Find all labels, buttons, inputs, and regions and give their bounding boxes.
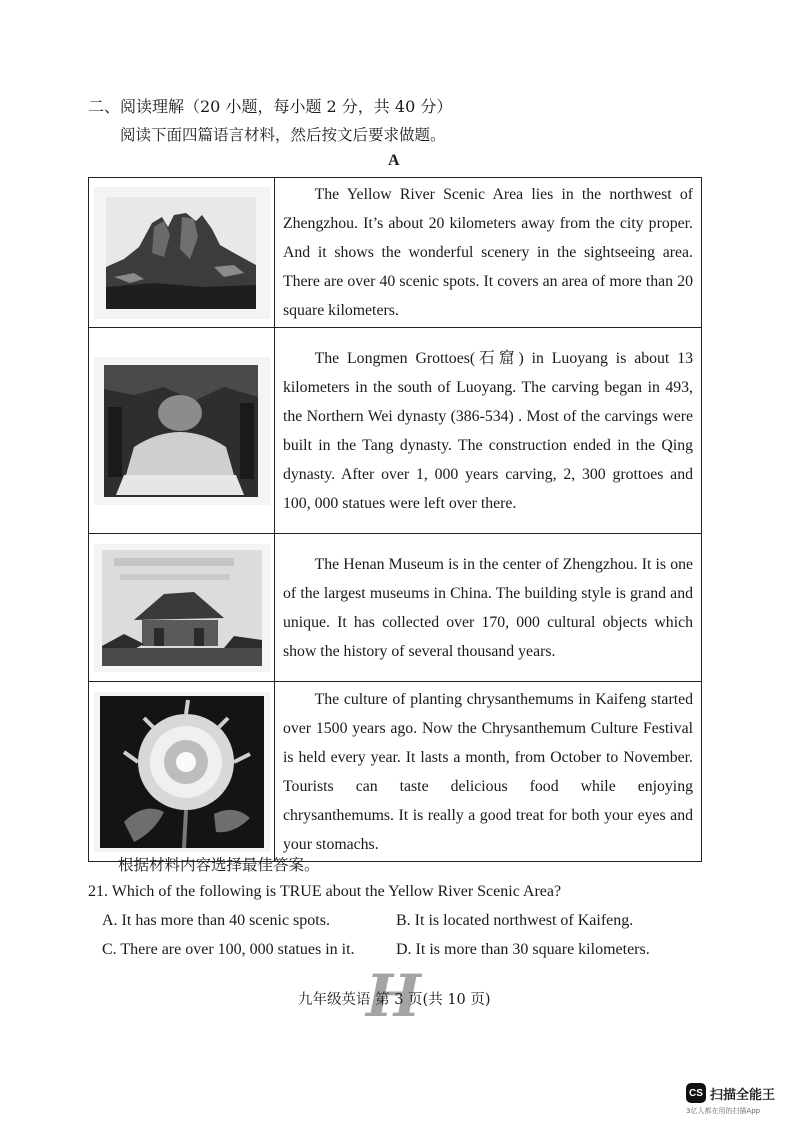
scanner-app-name: 扫描全能王 [710,1088,776,1103]
table-row [89,534,702,682]
museum-building-photo-icon [94,544,270,672]
passage-table [88,177,702,862]
scanner-watermark [686,1083,790,1117]
question-21-stem: 21. Which of the following is TRUE about the Yellow River Scenic Area? [88,883,562,900]
image-cell [89,328,275,534]
chrysanthemum-photo-icon [94,692,270,852]
question-instruction: 根据材料内容选择最佳答案。 [118,856,320,874]
image-cell [89,534,275,682]
passage-text-yellow-river: The Yellow River Scenic Area lies in the northwest of Zhengzhou. It’s about 20 kilometers away from the city proper. And it shows the wonderful scenery in the sightseeing area. There are over 40 scenic spots. It covers an area of more than 20 square kilometers. [275,178,702,328]
table-row [89,328,702,534]
rock-mountain-photo-icon [94,187,270,319]
question-21-option-b: B. It is located northwest of Kaifeng. [396,912,634,929]
page-footer: 九年级英语 第 3 页(共 10 页) [298,992,491,1008]
scanner-slogan: 3亿人都在用的扫描App [686,1107,761,1115]
passage-text-kaifeng-chrysanthemum: The culture of planting chrysanthemums in Kaifeng started over 1500 years ago. Now the Chrysanthemum Culture Festival is held every year. It lasts a month, from October to November. Tourists can taste delicious food while enjoying chrysanthemums. It is really a good treat for both your eyes and your stomachs. [275,682,702,862]
passage-text-longmen-grottoes: The Longmen Grottoes(石窟) in Luoyang is about 13 kilometers in the south of Luoyang. The carving began in 493, the Northern Wei dynasty (386-534) . Most of the carvings were built in the Tang dynasty. The construction ended in the Qing dynasty. After over 1, 000 years carving, 2, 300 grottoes and 100, 000 statues were left over there. [275,328,702,534]
passage-text-henan-museum: The Henan Museum is in the center of Zhengzhou. It is one of the largest museums in China. The building style is grand and unique. It has collected over 170, 000 cultural objects which show the history of several thousand years. [275,534,702,682]
table-row [89,682,702,862]
question-21-option-c: C. There are over 100, 000 statues in it. [102,941,355,958]
grotto-buddha-photo-icon [94,357,270,505]
section-title: 二、阅读理解（20 小题，每小题 2 分，共 40 分） [88,97,453,116]
passage-label: A [388,152,400,169]
table-row [89,178,702,328]
question-21-option-d: D. It is more than 30 square kilometers. [396,941,650,958]
image-cell [89,682,275,862]
camscanner-logo-icon: CS [686,1083,706,1103]
reading-instructions: 阅读下面四篇语言材料，然后按文后要求做题。 [120,126,446,144]
watermark-letter: H [366,962,421,1030]
image-cell [89,178,275,328]
question-21-option-a: A. It has more than 40 scenic spots. [102,912,330,929]
